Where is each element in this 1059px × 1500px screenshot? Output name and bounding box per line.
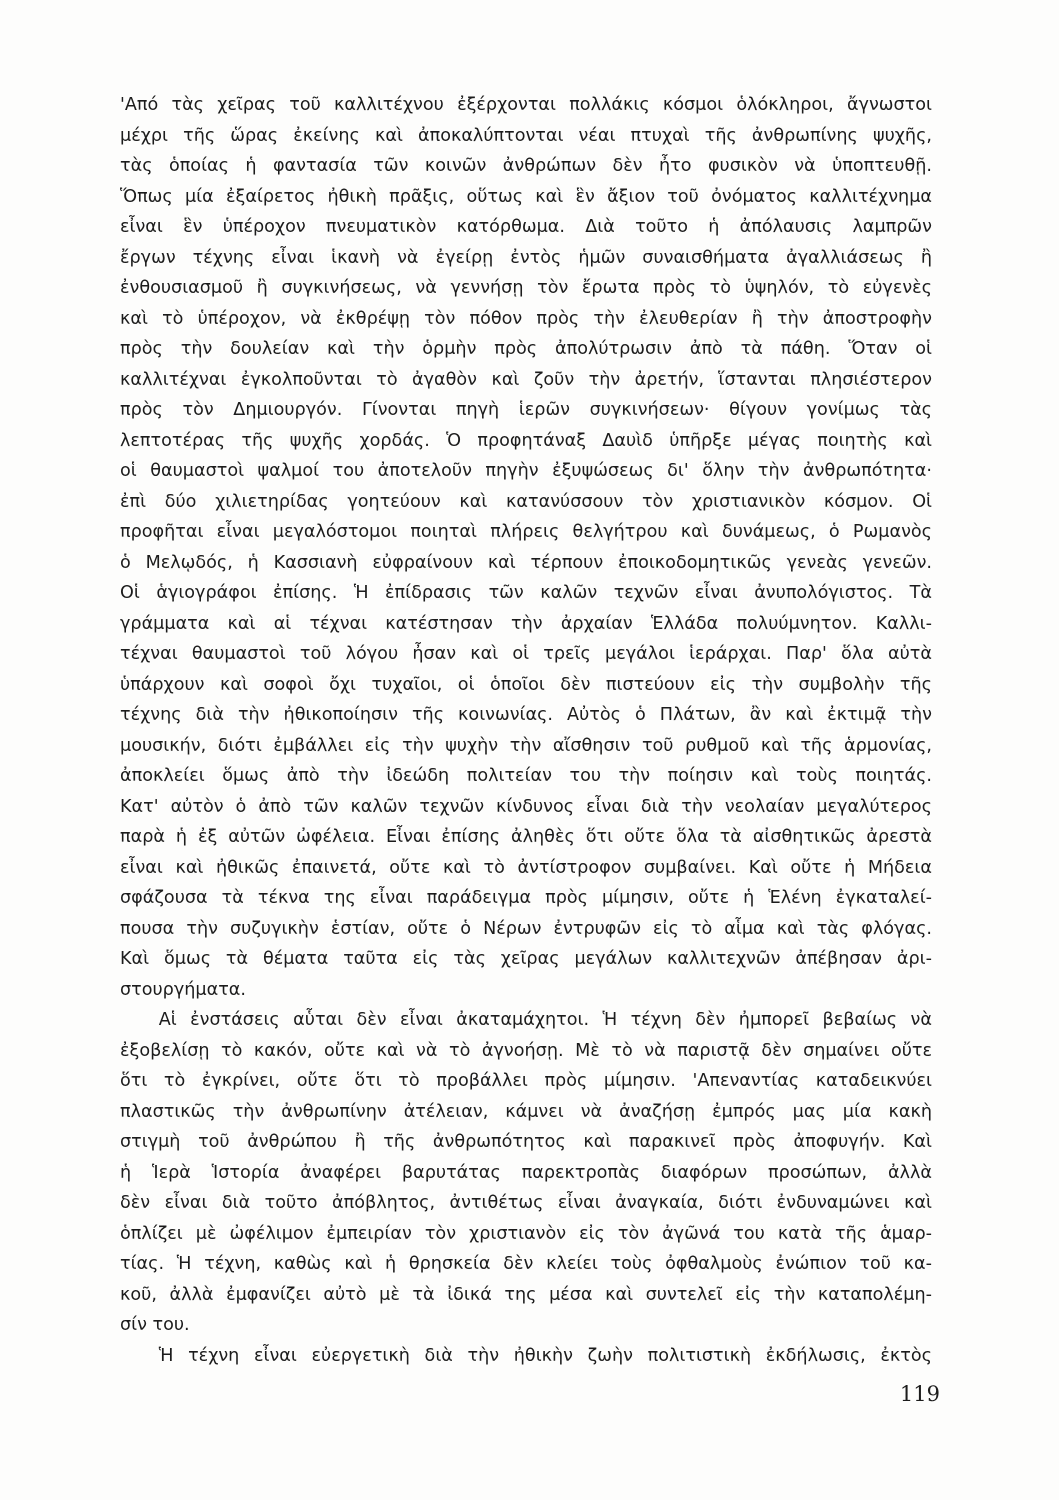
- text-line: ἀποκλείει ὅμως ἀπὸ τὴν ἰδεώδη πολιτείαν του τὴν ποίησιν καὶ τοὺς ποιητάς.: [120, 766, 932, 786]
- text-line: σφάζουσα τὰ τέκνα της εἶναι παράδειγμα πρὸς μίμησιν, οὔτε ἡ Ἑλένη ἐγκαταλεί-: [120, 888, 932, 908]
- text-line: στιγμὴ τοῦ ἀνθρώπου ἢ τῆς ἀνθρωπότητος καὶ παρακινεῖ πρὸς ἀποφυγήν. Καὶ: [120, 1132, 932, 1152]
- text-line: Αἱ ἐνστάσεις αὗται δὲν εἶναι ἀκαταμάχητοι. Ἡ τέχνη δὲν ἠμπορεῖ βεβαίως νὰ: [158, 1010, 932, 1030]
- text-line: στουργήματα.: [120, 979, 246, 1000]
- text-line: προφῆται εἶναι μεγαλόστομοι ποιηταὶ πλήρεις θελγήτρου καὶ δυνάμεως, ὁ Ρωμανὸς: [120, 522, 932, 542]
- text-line: γράμματα καὶ αἱ τέχναι κατέστησαν τὴν ἀρχαίαν Ἑλλάδα πολυύμνητον. Καλλι-: [120, 613, 932, 634]
- text-line: πλαστικῶς τὴν ἀνθρωπίνην ἀτέλειαν, κάμνει νὰ ἀναζήσῃ ἐμπρός μας μία κακὴ: [120, 1101, 932, 1122]
- text-line: ὁ Μελῳδός, ἡ Κασσιανὴ εὐφραίνουν καὶ τέρπουν ἐποικοδομητικῶς γενεὰς γενεῶν.: [120, 552, 932, 573]
- text-line: ἐπὶ δύο χιλιετηρίδας γοητεύουν καὶ κατανύσσουν τὸν χριστιανικὸν κόσμον. Οἱ: [120, 491, 932, 512]
- text-line: ὁπλίζει μὲ ὠφέλιμον ἐμπειρίαν τὸν χριστιανὸν εἰς τὸν ἀγῶνά του κατὰ τῆς ἁμαρ-: [120, 1223, 932, 1244]
- text-line: πρὸς τὸν Δημιουργόν. Γίνονται πηγὴ ἱερῶν συγκινήσεων· θίγουν γονίμως τὰς: [120, 400, 932, 420]
- text-line: Ἡ τέχνη εἶναι εὐεργετικὴ διὰ τὴν ἠθικὴν ζωὴν πολιτιστικὴ ἐκδήλωσις, ἐκτὸς: [158, 1345, 932, 1366]
- text-line: πρὸς τὴν δουλείαν καὶ τὴν ὁρμὴν πρὸς ἀπολύτρωσιν ἀπὸ τὰ πάθη. Ὅταν οἱ: [120, 339, 932, 359]
- text-line: μέχρι τῆς ὥρας ἐκείνης καὶ ἀποκαλύπτονται νέαι πτυχαὶ τῆς ἀνθρωπίνης ψυχῆς,: [120, 125, 932, 146]
- text-line: Οἱ ἁγιογράφοι ἐπίσης. Ἡ ἐπίδρασις τῶν καλῶν τεχνῶν εἶναι ἀνυπολόγιστος. Τὰ: [120, 583, 932, 603]
- text-line: ὑπάρχουν καὶ σοφοὶ ὄχι τυχαῖοι, οἱ ὁποῖοι δὲν πιστεύουν εἰς τὴν συμβολὴν τῆς: [120, 674, 932, 695]
- text-line: καὶ τὸ ὑπέροχον, νὰ ἐκθρέψῃ τὸν πόθον πρὸς τὴν ἐλευθερίαν ἢ τὴν ἀποστροφὴν: [120, 308, 932, 329]
- text-line: σίν του.: [120, 1315, 190, 1335]
- text-line: 'Από τὰς χεῖρας τοῦ καλλιτέχνου ἐξέρχονται πολλάκις κόσμοι ὁλόκληροι, ἄγνωστοι: [120, 95, 932, 115]
- text-line: λεπτοτέρας τῆς ψυχῆς χορδάς. Ὁ προφητάναξ Δαυὶδ ὑπῆρξε μέγας ποιητὴς καὶ: [120, 430, 932, 451]
- body-text: [120, 90, 932, 1371]
- text-line: δὲν εἶναι διὰ τοῦτο ἀπόβλητος, ἀντιθέτως εἶναι ἀναγκαία, διότι ἐνδυναμώνει καὶ: [120, 1193, 932, 1213]
- text-line: τὰς ὁποίας ἡ φαντασία τῶν κοινῶν ἀνθρώπων δὲν ἦτο φυσικὸν νὰ ὑποπτευθῇ.: [120, 156, 932, 176]
- text-line: καλλιτέχναι ἐγκολποῦνται τὸ ἀγαθὸν καὶ ζοῦν τὴν ἀρετήν, ἵστανται πλησιέστερον: [120, 369, 932, 390]
- text-line: μουσικήν, διότι ἐμβάλλει εἰς τὴν ψυχὴν τὴν αἴσθησιν τοῦ ρυθμοῦ καὶ τῆς ἁρμονίας,: [120, 735, 932, 756]
- text-line: παρὰ ἡ ἐξ αὐτῶν ὠφέλεια. Εἶναι ἐπίσης ἀληθὲς ὅτι οὔτε ὅλα τὰ αἰσθητικῶς ἀρεστὰ: [120, 827, 932, 847]
- text-line: Ὅπως μία ἐξαίρετος ἠθικὴ πρᾶξις, οὕτως καὶ ἓν ἄξιον τοῦ ὀνόματος καλλιτέχνημα: [120, 186, 932, 207]
- text-line: ὅτι τὸ ἐγκρίνει, οὔτε ὅτι τὸ προβάλλει πρὸς μίμησιν. 'Απεναντίας καταδεικνύει: [120, 1071, 932, 1091]
- text-line: τέχναι θαυμαστοὶ τοῦ λόγου ἦσαν καὶ οἱ τρεῖς μεγάλοι ἱεράρχαι. Παρ' ὅλα αὐτὰ: [120, 644, 932, 664]
- text-line: ἔργων τέχνης εἶναι ἱκανὴ νὰ ἐγείρῃ ἐντὸς ἡμῶν συναισθήματα ἀγαλλιάσεως ἢ: [120, 247, 932, 268]
- text-line: πουσα τὴν συζυγικὴν ἑστίαν, οὔτε ὁ Νέρων ἐντρυφῶν εἰς τὸ αἷμα καὶ τὰς φλόγας.: [120, 918, 932, 939]
- text-line: οἱ θαυμαστοὶ ψαλμοί του ἀποτελοῦν πηγὴν ἐξυψώσεως δι' ὅλην τὴν ἀνθρωπότητα·: [120, 461, 932, 481]
- page-number: 119: [899, 1382, 940, 1406]
- text-line: τέχνης διὰ τὴν ἠθικοποίησιν τῆς κοινωνίας. Αὐτὸς ὁ Πλάτων, ἂν καὶ ἐκτιμᾷ τὴν: [120, 705, 932, 725]
- text-line: Κατ' αὐτὸν ὁ ἀπὸ τῶν καλῶν τεχνῶν κίνδυνος εἶναι διὰ τὴν νεολαίαν μεγαλύτερος: [120, 796, 932, 817]
- text-line: εἶναι καὶ ἠθικῶς ἐπαινετά, οὔτε καὶ τὸ ἀντίστροφον συμβαίνει. Καὶ οὔτε ἡ Μήδεια: [120, 857, 932, 878]
- text-line: τίας. Ἡ τέχνη, καθὼς καὶ ἡ θρησκεία δὲν κλείει τοὺς ὀφθαλμοὺς ἐνώπιον τοῦ κα-: [120, 1254, 932, 1274]
- text-line: Καὶ ὅμως τὰ θέματα ταῦτα εἰς τὰς χεῖρας μεγάλων καλλιτεχνῶν ἀπέβησαν ἀρι-: [120, 949, 932, 969]
- text-line: εἶναι ἓν ὑπέροχον πνευματικὸν κατόρθωμα. Διὰ τοῦτο ἡ ἀπόλαυσις λαμπρῶν: [120, 217, 932, 237]
- text-line: ἡ Ἱερὰ Ἱστορία ἀναφέρει βαρυτάτας παρεκτροπὰς διαφόρων προσώπων, ἀλλὰ: [120, 1162, 932, 1183]
- text-line: ἐνθουσιασμοῦ ἢ συγκινήσεως, νὰ γεννήσῃ τὸν ἔρωτα πρὸς τὸ ὑψηλόν, τὸ εὐγενὲς: [120, 278, 932, 298]
- text-line: ἐξοβελίσῃ τὸ κακόν, οὔτε καὶ νὰ τὸ ἀγνοήσῃ. Μὲ τὸ νὰ παριστᾷ δὲν σημαίνει οὔτε: [120, 1040, 932, 1061]
- text-line: κοῦ, ἀλλὰ ἐμφανίζει αὐτὸ μὲ τὰ ἰδικά της μέσα καὶ συντελεῖ εἰς τὴν καταπολέμη-: [120, 1284, 932, 1305]
